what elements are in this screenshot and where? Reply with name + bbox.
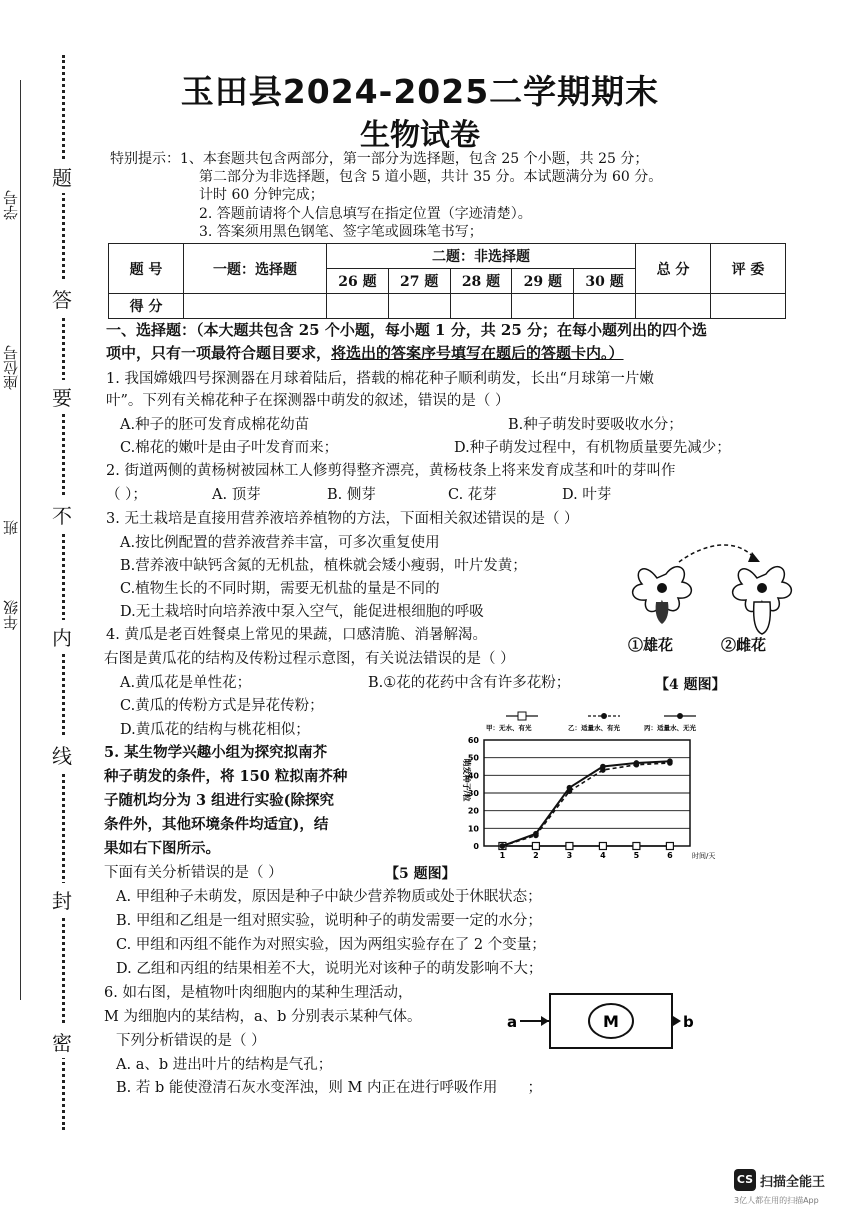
- structure-m-label: M: [603, 1012, 619, 1031]
- pollination-arrow: [679, 545, 754, 562]
- q2-option-a: A. 顶芽: [212, 487, 261, 503]
- q1-option-d: D.种子萌发过程中，有机物质量要先减少；: [454, 440, 731, 456]
- gas-b-label: b: [683, 1013, 694, 1031]
- row-score-label: 得 分: [109, 294, 184, 319]
- seal-char: 线: [52, 738, 72, 771]
- q5-stem-5: 果如右下图所示。: [104, 840, 220, 857]
- section1-instruction: 将选出的答案序号填写在题后的答题卡内。）: [331, 344, 624, 362]
- q2-stem: 2. 街道两侧的黄杨树被园林工人修剪得整齐漂亮，黄杨枝条上将来发育成茎和叶的芽叫作: [106, 463, 676, 479]
- q1-option-c: C.棉花的嫩叶是由子叶发育而来；: [120, 440, 339, 456]
- seat-number-field: 座位号: [2, 345, 20, 390]
- q5-stem-6: 下面有关分析错误的是（ ）: [104, 865, 283, 881]
- q4-option-a: A.黄瓜花是单性花；: [120, 675, 252, 691]
- seal-char: 不: [52, 498, 72, 531]
- q1-stem-1: 1. 我国嫦娥四号探测器在月球着陆后，搭载的棉花种子顺利萌发，长出“月球第一片嫩: [106, 371, 654, 387]
- q5-option-a: A. 甲组种子未萌发，原因是种子中缺少营养物质或处于休眠状态；: [116, 889, 542, 905]
- y-tick-label: 40: [467, 771, 479, 781]
- q4-stem-2: 右图是黄瓜花的结构及传粉过程示意图，有关说法错误的是（ ）: [104, 651, 515, 667]
- q4-option-b: B.①花的花药中含有许多花粉；: [368, 675, 571, 691]
- scanner-tagline: 3亿人都在用的扫描App: [734, 1196, 819, 1205]
- header-q27: 27 题: [388, 269, 450, 294]
- seal-char: 题: [52, 160, 72, 193]
- q6-stem-3: 下列分析错误的是（ ）: [116, 1033, 266, 1049]
- gas-a-label: a: [507, 1013, 518, 1031]
- score-cell[interactable]: [450, 294, 512, 319]
- y-tick-label: 0: [473, 842, 479, 851]
- q6-option-b: [116, 1079, 542, 1098]
- notice-line-3: 计时 60 分钟完成；: [199, 187, 324, 203]
- q4-figure-caption: 【4 题图】: [655, 677, 726, 693]
- score-cell[interactable]: [636, 294, 711, 319]
- score-cell[interactable]: [574, 294, 636, 319]
- notice-line-5: 3. 答案须用黑色钢笔、签字笔或圆珠笔书写；: [199, 224, 483, 240]
- data-point: [533, 831, 539, 837]
- data-point: [634, 760, 640, 766]
- y-tick-label: 60: [467, 736, 479, 745]
- legend-label: 丙：适量水、无光: [644, 724, 696, 732]
- x-tick-label: 6: [667, 851, 673, 860]
- arrowhead-icon: [748, 552, 760, 562]
- score-table: [108, 243, 786, 319]
- header-q30: 30 题: [574, 269, 636, 294]
- data-point: [633, 843, 640, 850]
- x-axis-label: 时间/天: [692, 852, 716, 860]
- arrowhead-icon: [541, 1016, 549, 1026]
- section1-line-1: 一、选择题：（本大题共包含 25 个小题，每小题 1 分，共 25 分；在每小题列出的四个选: [106, 321, 708, 339]
- male-flower-label: ①雄花: [628, 636, 674, 654]
- legend-label: 甲：无水、有光: [486, 724, 532, 732]
- q3-stem: 3. 无土栽培是直接用营养液培养植物的方法，下面相关叙述错误的是（ ）: [106, 511, 579, 527]
- data-point: [667, 758, 673, 764]
- seal-dotted-line: [62, 55, 65, 1130]
- data-point: [532, 843, 539, 850]
- y-tick-label: 20: [467, 806, 479, 816]
- x-tick-label: 4: [600, 851, 606, 860]
- y-tick-label: 50: [467, 753, 479, 763]
- q2-option-d: D. 叶芽: [562, 487, 612, 503]
- section1-line-2: [106, 344, 624, 364]
- scanner-logo-icon: CS: [734, 1169, 756, 1191]
- x-tick-label: 2: [533, 851, 539, 860]
- seal-char: 内: [52, 620, 72, 653]
- q6-stem-1: 6. 如右图，是植物叶肉细胞内的某种生理活动，: [104, 985, 413, 1001]
- q2-option-c: C. 花芽: [448, 487, 497, 503]
- q3-option-c: C.植物生长的不同时期，需要无机盐的量是不同的: [120, 581, 440, 597]
- scanner-brand: 扫描全能王: [760, 1175, 826, 1190]
- legend-marker: [601, 713, 607, 719]
- q6-option-a: A. a、b 进出叶片的结构是气孔；: [116, 1057, 333, 1073]
- legend-label: 乙：适量水、有光: [568, 724, 620, 732]
- q5-figure-caption: 【5 题图】: [385, 866, 456, 882]
- header-part-one: 一题：选择题: [184, 244, 327, 294]
- seal-char: 封: [52, 883, 72, 916]
- seal-char: 答: [52, 282, 72, 315]
- germination-chart: [438, 702, 716, 872]
- data-point: [600, 764, 606, 770]
- q5-stem-3: 子随机均分为 3 组进行实验(除探究: [104, 792, 335, 809]
- score-cell[interactable]: [184, 294, 327, 319]
- q5-option-b: B. 甲组和乙组是一组对照实验，说明种子的萌发需要一定的水分；: [116, 913, 542, 929]
- data-point: [599, 843, 606, 850]
- header-q26: 26 题: [327, 269, 389, 294]
- data-point: [500, 843, 506, 849]
- grade-field: 年级: [2, 600, 20, 630]
- q2-option-b: B. 侧芽: [327, 487, 376, 503]
- q5-option-d: D. 乙组和丙组的结果相差不大，说明光对该种子的萌发影响不大；: [116, 961, 543, 977]
- data-point: [566, 843, 573, 850]
- q1-option-b: B.种子萌发时要吸收水分；: [508, 417, 683, 433]
- q6-stem-2: M 为细胞内的某结构，a、b 分别表示某种气体。: [104, 1009, 422, 1025]
- exam-title: 玉田县2024-2025二学期期末: [180, 72, 660, 111]
- notice-line-2: 第二部分为非选择题，包含 5 道小题，共计 35 分。本试题满分为 60 分。: [199, 169, 663, 185]
- score-cell[interactable]: [512, 294, 574, 319]
- header-q28: 28 题: [450, 269, 512, 294]
- data-point: [666, 843, 673, 850]
- header-q29: 29 题: [512, 269, 574, 294]
- x-tick-label: 5: [633, 851, 640, 860]
- arrowhead-icon: [673, 1016, 681, 1026]
- seal-char: 密: [52, 1025, 72, 1058]
- class-field: 班: [2, 520, 20, 535]
- q2-blank: （ ）；: [106, 487, 147, 503]
- q5-option-c: C. 甲组和丙组不能作为对照实验，因为两组实验存在了 2 个变量；: [116, 937, 546, 953]
- header-question-number: 题 号: [109, 244, 184, 294]
- q3-option-d: D.无土栽培时向培养液中泵入空气，能促进根细胞的呼吸: [120, 604, 484, 620]
- y-tick-label: 10: [467, 824, 479, 834]
- binding-margin: [0, 0, 100, 1217]
- cell-structure-diagram: [505, 990, 695, 1052]
- q4-stem-1: 4. 黄瓜是老百姓餐桌上常见的果蔬，口感清脆、消暑解渴。: [106, 627, 487, 643]
- q1-option-a: A.种子的胚可发育成棉花幼苗: [120, 417, 310, 433]
- scanner-watermark: [734, 1169, 844, 1207]
- y-tick-label: 30: [467, 789, 479, 798]
- q5-stem-2: 种子萌发的条件，将 150 粒拟南芥种: [104, 768, 348, 785]
- q5-stem-1: 5. 某生物学兴趣小组为探究拟南芥: [104, 744, 328, 761]
- q1-stem-2: 叶”。下列有关棉花种子在探测器中萌发的叙述，错误的是（ ）: [106, 393, 510, 409]
- header-total: 总 分: [636, 244, 711, 294]
- q4-option-c: C.黄瓜的传粉方式是异花传粉；: [120, 698, 324, 714]
- notice-line-1: 特别提示：1、本套题共包含两部分，第一部分为选择题，包含 25 个小题，共 25 分；: [110, 151, 649, 167]
- y-axis-label: 萌发种子/粒: [462, 758, 471, 802]
- section1-text: 项中，只有一项最符合题目要求，: [106, 344, 332, 362]
- q5-stem-4: 条件外，其他环境条件均适宜)，结: [104, 816, 329, 833]
- female-flower-label: ②雌花: [721, 636, 767, 654]
- x-tick-label: 3: [566, 851, 573, 860]
- header-part-two: 二题：非选择题: [327, 244, 636, 269]
- male-flower-icon: [633, 567, 692, 624]
- legend-marker: [518, 712, 526, 720]
- score-cell[interactable]: [711, 294, 786, 319]
- q3-option-b: B.营养液中缺钙含氮的无机盐，植株就会矮小瘦弱，叶片发黄；: [120, 558, 527, 574]
- header-judge: 评 委: [711, 244, 786, 294]
- q3-option-a: A.按比例配置的营养液营养丰富，可多次重复使用: [120, 535, 440, 551]
- notice-line-4: 2. 答题前请将个人信息填写在指定位置（字迹清楚）。: [199, 206, 532, 222]
- student-id-field: 学号: [2, 190, 20, 220]
- q6-option-b-text: B. 若 b 能使澄清石灰水变浑浊，则 M 内正在进行呼吸作用: [116, 1080, 498, 1096]
- q4-option-d: D.黄瓜花的结构与桃花相似；: [120, 722, 310, 738]
- seal-char: 要: [52, 380, 72, 413]
- q6-option-b-tail: ；: [527, 1080, 542, 1096]
- legend-marker: [677, 713, 683, 719]
- female-flower-icon: [733, 567, 792, 634]
- exam-subtitle: 生物试卷: [360, 118, 480, 153]
- series-line: [502, 761, 669, 846]
- data-point: [567, 785, 573, 791]
- x-tick-label: 1: [499, 851, 506, 860]
- score-cell[interactable]: [388, 294, 450, 319]
- score-cell[interactable]: [327, 294, 389, 319]
